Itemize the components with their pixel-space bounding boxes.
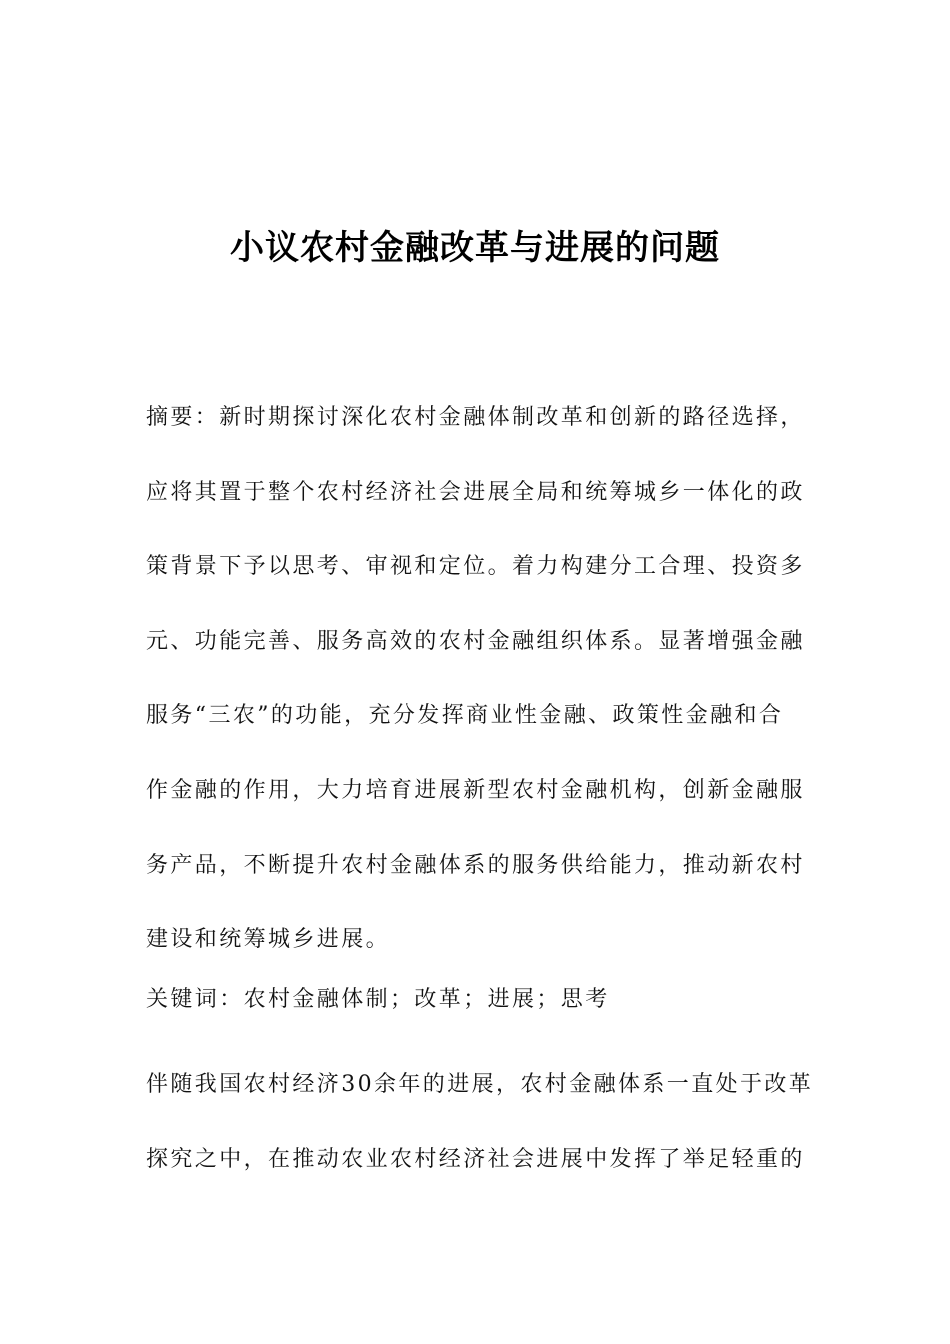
abstract-line: 服务“三农”的功能，充分发挥商业性金融、政策性金融和合 <box>146 703 784 729</box>
intro-line: 伴随我国农村经济30余年的进展，农村金融体系一直处于改革 <box>146 1072 814 1097</box>
intro-line: 探究之中，在推动农业农村经济社会进展中发挥了举足轻重的 <box>146 1146 805 1172</box>
abstract-line: 元、功能完善、服务高效的农村金融组织体系。显著增强金融 <box>146 628 805 654</box>
abstract-line: 建设和统筹城乡进展。 <box>146 927 391 953</box>
abstract-paragraph <box>146 381 806 978</box>
intro-paragraph <box>146 1048 814 1197</box>
abstract-line: 务产品，不断提升农村金融体系的服务供给能力，推动新农村 <box>146 852 805 878</box>
abstract-line: 作金融的作用，大力培育进展新型农村金融机构，创新金融服 <box>146 777 805 803</box>
document-title: 小议农村金融改革与进展的问题 <box>230 228 720 268</box>
abstract-line: 策背景下予以思考、审视和定位。着力构建分工合理、投资多 <box>146 554 805 580</box>
abstract-line: 摘要：新时期探讨深化农村金融体制改革和创新的路径选择， <box>146 405 805 430</box>
abstract-line: 应将其置于整个农村经济社会进展全局和统筹城乡一体化的政 <box>146 479 805 505</box>
keywords-line: 关键词：农村金融体制；改革；进展；思考 <box>146 987 610 1012</box>
